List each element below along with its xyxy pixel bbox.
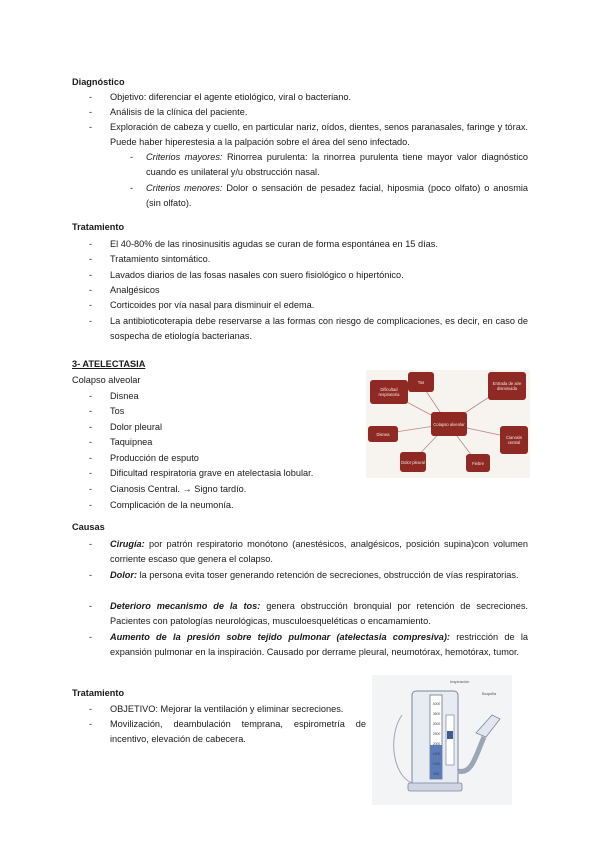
spirometer-scale bbox=[431, 699, 442, 779]
bullet-dash: - bbox=[89, 601, 93, 611]
diagram-node: Fiebre bbox=[466, 454, 490, 472]
section-heading-tratamiento: Tratamiento bbox=[72, 222, 125, 232]
scale-tick: 3500 bbox=[432, 712, 441, 716]
bullet-dash: - bbox=[89, 704, 93, 714]
bullet-dash: - bbox=[89, 254, 93, 264]
bullet-dash: - bbox=[89, 437, 93, 447]
scale-tick: 1000 bbox=[432, 762, 441, 766]
diagram-node: Tos bbox=[408, 372, 434, 392]
list-item: Exploración de cabeza y cuello, en particular nariz, oídos, dientes, senos paranasales, faringe y tórax. Puede haber hiperestesia a la palpación sobre el área del seno infectado. bbox=[110, 122, 528, 147]
bullet-dash: - bbox=[89, 484, 93, 494]
bullet-dash: - bbox=[89, 406, 93, 416]
list-item: Cianosis Central. → Signo tardío. bbox=[110, 484, 247, 494]
list-item: El 40-80% de las rinosinusitis agudas se curan de forma espontánea en 15 días. bbox=[110, 239, 438, 249]
list-item: La antibioticoterapia debe reservarse a las formas con riesgo de complicaciones, es decir, en caso de sospecha de etiología bacterianas. bbox=[110, 316, 528, 341]
cause-text: la persona evita toser generando retención de secreciones, obstrucción de vías respiratorias. bbox=[137, 570, 519, 580]
list-item: Objetivo: diferenciar el agente etiológico, viral o bacteriano. bbox=[110, 92, 352, 102]
criterion-text: Dolor o sensación de pesadez facial, hiposmia (poco olfato) o anosmia (sin olfato). bbox=[146, 183, 528, 208]
list-item bbox=[110, 537, 528, 567]
cause-label: Cirugía: bbox=[110, 539, 145, 549]
bullet-dash: - bbox=[89, 453, 93, 463]
list-item bbox=[110, 599, 528, 629]
criterion-label: Criterios menores: bbox=[146, 183, 223, 193]
list-item: Tos bbox=[110, 406, 125, 416]
list-item: Corticoides por vía nasal para disminuir el edema. bbox=[110, 300, 315, 310]
diagram-node: Disnea bbox=[368, 426, 398, 442]
cause-text: restricción de la expansión pulmonar en la inspiración. Causado por derrame pleural, neumotórax, hemotórax, tumor. bbox=[110, 632, 528, 657]
section-heading-causas: Causas bbox=[72, 522, 105, 532]
list-item: Tratamiento sintomático. bbox=[110, 254, 211, 264]
bullet-dash: - bbox=[89, 300, 93, 310]
bullet-dash: - bbox=[89, 122, 93, 132]
scale-tick: 2500 bbox=[432, 732, 441, 736]
list-item: Dolor pleural bbox=[110, 422, 163, 432]
bullet-dash: - bbox=[89, 500, 93, 510]
diagram-node: Dolor pleural bbox=[400, 452, 426, 472]
list-item: Analgésicos bbox=[110, 285, 160, 295]
section-heading-diagnostico: Diagnóstico bbox=[72, 77, 125, 87]
list-item: OBJETIVO: Mejorar la ventilación y eliminar secreciones. bbox=[110, 704, 344, 714]
scale-tick: 500 bbox=[433, 772, 440, 776]
list-item bbox=[110, 630, 528, 660]
criterion-text: Rinorrea purulenta: la rinorrea purulenta tiene mayor valor diagnóstico cuando es unilateral y/u obstrucción nasal. bbox=[146, 152, 528, 177]
section-heading-tratamiento-2: Tratamiento bbox=[72, 688, 125, 698]
list-item: Disnea bbox=[110, 391, 139, 401]
bullet-dash: - bbox=[130, 183, 134, 193]
cause-label: Deterioro mecanismo de la tos: bbox=[110, 601, 261, 611]
list-item: Dificultad respiratoria grave en atelectasia lobular. bbox=[110, 468, 314, 478]
scale-tick: 4000 bbox=[432, 702, 441, 706]
bullet-dash: - bbox=[130, 152, 134, 162]
cause-text: genera obstrucción bronquial por retención de secreciones. Pacientes con patologías neurológicas, musculoesqueléticas o encamamiento. bbox=[110, 601, 528, 626]
diagram-node: Dificultad respiratoria bbox=[370, 380, 408, 404]
concept-diagram bbox=[366, 370, 530, 478]
list-item: Taquipnea bbox=[110, 437, 153, 447]
spirometer-side-label: Boquilla bbox=[482, 691, 497, 696]
subheading: Colapso alveolar bbox=[72, 375, 141, 385]
list-item: Producción de esputo bbox=[110, 453, 199, 463]
bullet-dash: - bbox=[89, 422, 93, 432]
scale-tick: 3000 bbox=[432, 722, 441, 726]
cause-label: Aumento de la presión sobre tejido pulmonar (atelectasia compresiva): bbox=[110, 632, 450, 642]
diagram-node: Cianosis central bbox=[500, 426, 528, 454]
list-item bbox=[146, 181, 528, 211]
list-item: Análisis de la clínica del paciente. bbox=[110, 107, 248, 117]
bullet-dash: - bbox=[89, 239, 93, 249]
bullet-dash: - bbox=[89, 570, 93, 580]
list-item: Lavados diarios de las fosas nasales con suero fisiológico o hipertónico. bbox=[110, 270, 404, 280]
list-item bbox=[146, 150, 528, 180]
cause-text: por patrón respiratorio monótono (anestésicos, analgésicos, posición supina)con volumen corriente escaso que genera el colapso. bbox=[110, 539, 528, 564]
bullet-dash: - bbox=[89, 107, 93, 117]
criterion-label: Criterios mayores: bbox=[146, 152, 223, 162]
list-item bbox=[110, 568, 528, 583]
cause-label: Dolor: bbox=[110, 570, 138, 580]
bullet-dash: - bbox=[89, 316, 93, 326]
bullet-dash: - bbox=[89, 270, 93, 280]
bullet-dash: - bbox=[89, 92, 93, 102]
diagram-node: Entrada de aire disminuida bbox=[488, 372, 526, 400]
bullet-dash: - bbox=[89, 539, 93, 549]
bullet-dash: - bbox=[89, 285, 93, 295]
bullet-dash: - bbox=[89, 719, 93, 729]
diagram-center-node: Colapso alveolar bbox=[431, 412, 467, 436]
scale-tick: 1500 bbox=[432, 752, 441, 756]
bullet-dash: - bbox=[89, 468, 93, 478]
section-heading-atelectasia: 3- ATELECTASIA bbox=[72, 359, 146, 369]
list-item: Movilización, deambulación temprana, espirometría de incentivo, elevación de cabecera. bbox=[110, 719, 366, 744]
incentive-spirometer-image bbox=[372, 675, 512, 805]
scale-tick: 2000 bbox=[432, 742, 441, 746]
list-item: Complicación de la neumonía. bbox=[110, 500, 234, 510]
bullet-dash: - bbox=[89, 391, 93, 401]
bullet-dash: - bbox=[89, 632, 93, 642]
spirometer-top-label: Inspiración bbox=[450, 679, 470, 684]
